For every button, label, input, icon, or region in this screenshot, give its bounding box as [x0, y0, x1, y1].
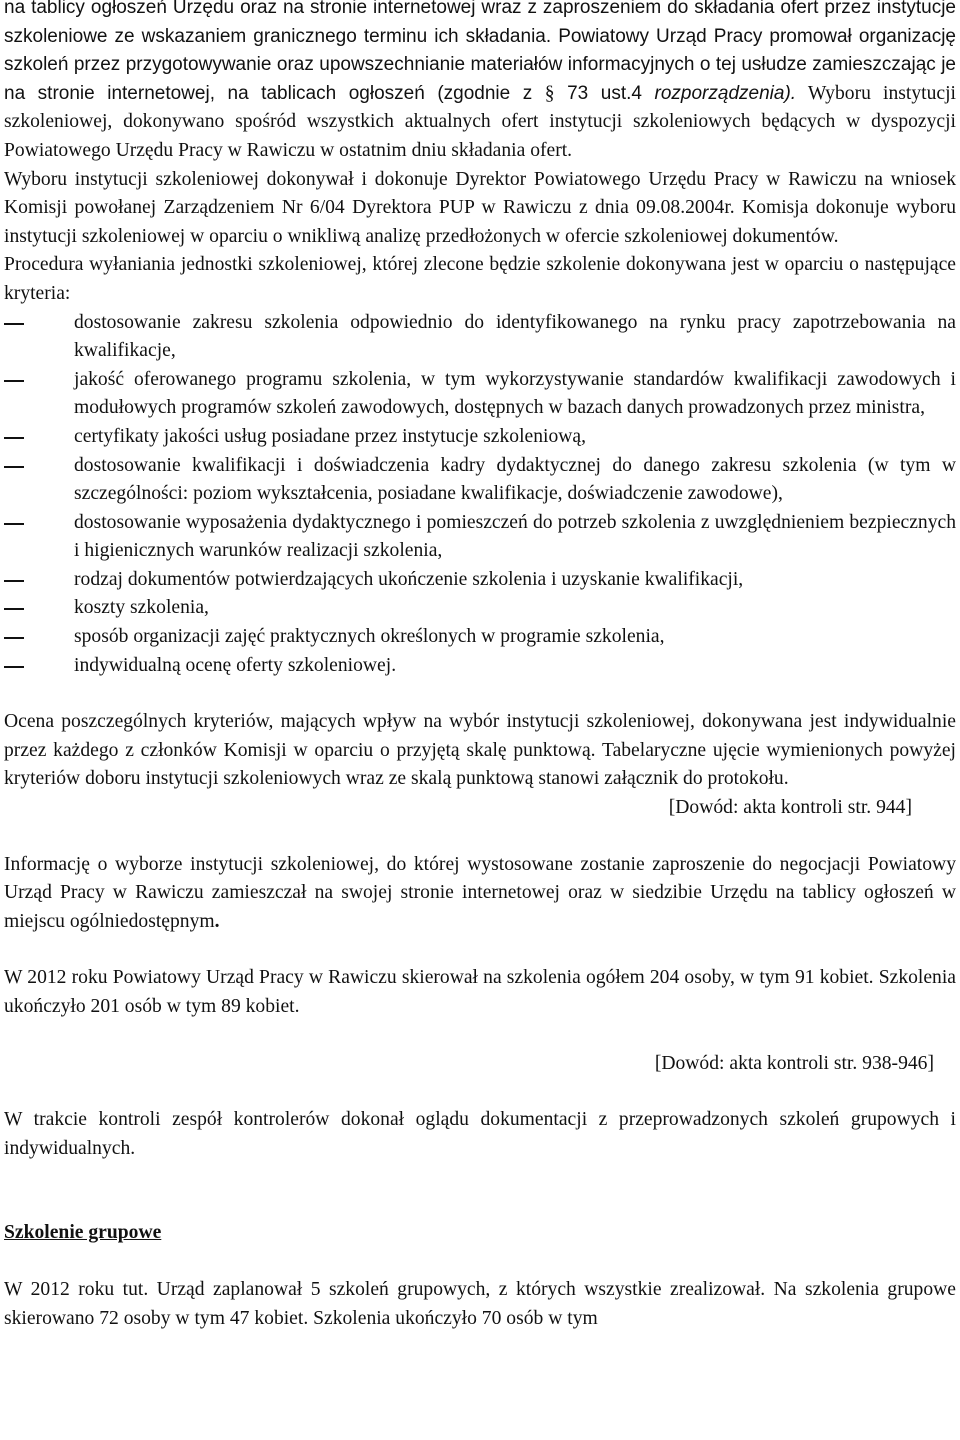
criteria-list	[4, 309, 956, 681]
selection-info-text: Informację o wyborze instytucji szkoleniowej, do której wystosowane zostanie zaproszenie do negocjacji Powiatowy Urząd Pracy w Rawiczu zamieszczał na swojej stronie internetowej oraz w siedzibie Urzędu na tablicy ogłoszeń w miejscu ogólniedostępnym	[4, 853, 956, 932]
evidence-reference: [Dowód: akta kontroli str. 938-946]	[654, 1052, 934, 1074]
regulation-word: rozporządzenia).	[654, 82, 797, 104]
section-heading: Szkolenie grupowe	[4, 1222, 162, 1244]
spacer	[4, 1163, 956, 1219]
paragraph-inspection: W trakcie kontroli zespół kontrolerów dokonał oglądu dokumentacji z przeprowadzonych szkoleń grupowych i indywidualnych.	[4, 1109, 956, 1159]
spacer	[4, 680, 956, 708]
selection-text: Wyboru instytucji szkoleniowej, dokonywano spośród wszystkich aktualnych ofert instytucji szkoleniowych będących w dyspozycji Powiatowego Urzędu Pracy w Rawiczu w ostatnim dniu składania ofert.	[4, 82, 956, 161]
section-sign: §	[544, 82, 555, 104]
commission-text: Komisja dokonuje wyboru instytucji szkoleniowej w oparciu o wnikliwą analizę przedłożonych w ofercie szkoleniowej dokumentów.	[4, 197, 956, 247]
spacer	[4, 1078, 956, 1106]
list-item: dostosowanie zakresu szkolenia odpowiednio do identyfikowanego na rynku pracy zapotrzebowania na kwalifikacje,	[4, 309, 956, 366]
evidence-reference: [Dowód: akta kontroli str. 944]	[668, 797, 912, 819]
list-item: indywidualną ocenę oferty szkoleniowej.	[4, 652, 956, 681]
list-item: rodzaj dokumentów potwierdzających ukończenie szkolenia i uzyskanie kwalifikacji,	[4, 566, 956, 595]
period: .	[214, 910, 220, 932]
paragraph-selection-info	[4, 851, 956, 937]
director-text: Wyboru instytucji szkoleniowej dokonywał i dokonuje Dyrektor Powiatowego Urzędu Pracy w Rawiczu na wniosek Komisji powołanej Zarządzeniem Nr 6/04 Dyrektora PUP w Rawiczu z dnia 09.08.2004r.	[4, 168, 956, 219]
list-item: dostosowanie kwalifikacji i doświadczenia kadry dydaktycznej do danego zakresu szkolenia (w tym w szczególności: poziom wykształcenia, posiadane kwalifikacje, doświadczenie zawodowe),	[4, 452, 956, 509]
paragraph-group-training: W 2012 roku tut. Urząd zaplanował 5 szkoleń grupowych, z których wszystkie zrealizował. Na szkolenia grupowe skierowano 72 osoby w tym 47 kobiet. Szkolenia ukończyło 70 osób w tym	[4, 1278, 956, 1329]
list-item: sposób organizacji zajęć praktycznych określonych w programie szkolenia,	[4, 623, 956, 652]
paragraph-director-selection	[4, 166, 956, 252]
spacer	[4, 1248, 956, 1276]
promotion-text: na tablicy ogłoszeń Urzędu oraz na stronie internetowej wraz z zaproszeniem do składania ofert przez instytucje szkoleniowe ze wskazaniem granicznego terminu ich składania. Powiatowy Urząd Pracy promował organizację szkoleń przez przygotowywanie oraz upowszechnianie materiałów informacyjnych o tej usłudze zamieszczając je na stronie internetowej, na tablicach ogłoszeń (zgodnie z	[4, 0, 956, 104]
paragraph-training-promotion	[4, 0, 956, 166]
spacer	[4, 823, 956, 851]
regulation-ref: 73 ust.4	[554, 82, 655, 104]
paragraph-criteria-intro: Procedura wyłaniania jednostki szkoleniowej, której zlecone będzie szkolenie dokonywana jest w oparciu o następujące kryteria:	[4, 254, 956, 304]
list-item: dostosowanie wyposażenia dydaktycznego i pomieszczeń do potrzeb szkolenia z uwzględnieniem bezpiecznych i higienicznych warunków realizacji szkolenia,	[4, 509, 956, 566]
list-item: certyfikaty jakości usług posiadane przez instytucje szkoleniową,	[4, 423, 956, 452]
spacer	[4, 936, 956, 964]
spacer	[4, 1022, 956, 1050]
paragraph-criteria-evaluation: Ocena poszczególnych kryteriów, mających wpływ na wybór instytucji szkoleniowej, dokonywana jest indywidualnie przez każdego z członków Komisji w oparciu o przyjętą skalę punktową. Tabelaryczne ujęcie wymienionych powyżej kryteriów doboru instytucji szkoleniowych wraz ze skalą punktową stanowi załącznik do protokołu.	[4, 711, 956, 790]
document-page	[4, 0, 956, 1333]
list-item: jakość oferowanego programu szkolenia, w tym wykorzystywanie standardów kwalifikacji zawodowych i modułowych programów szkoleń zawodowych, dostępnych w bazach danych prowadzonych przez ministra,	[4, 366, 956, 423]
paragraph-statistics: W 2012 roku Powiatowy Urząd Pracy w Rawiczu skierował na szkolenia ogółem 204 osoby, w tym 91 kobiet. Szkolenia ukończyło 201 osób w tym 89 kobiet.	[4, 967, 956, 1017]
list-item: koszty szkolenia,	[4, 594, 956, 623]
